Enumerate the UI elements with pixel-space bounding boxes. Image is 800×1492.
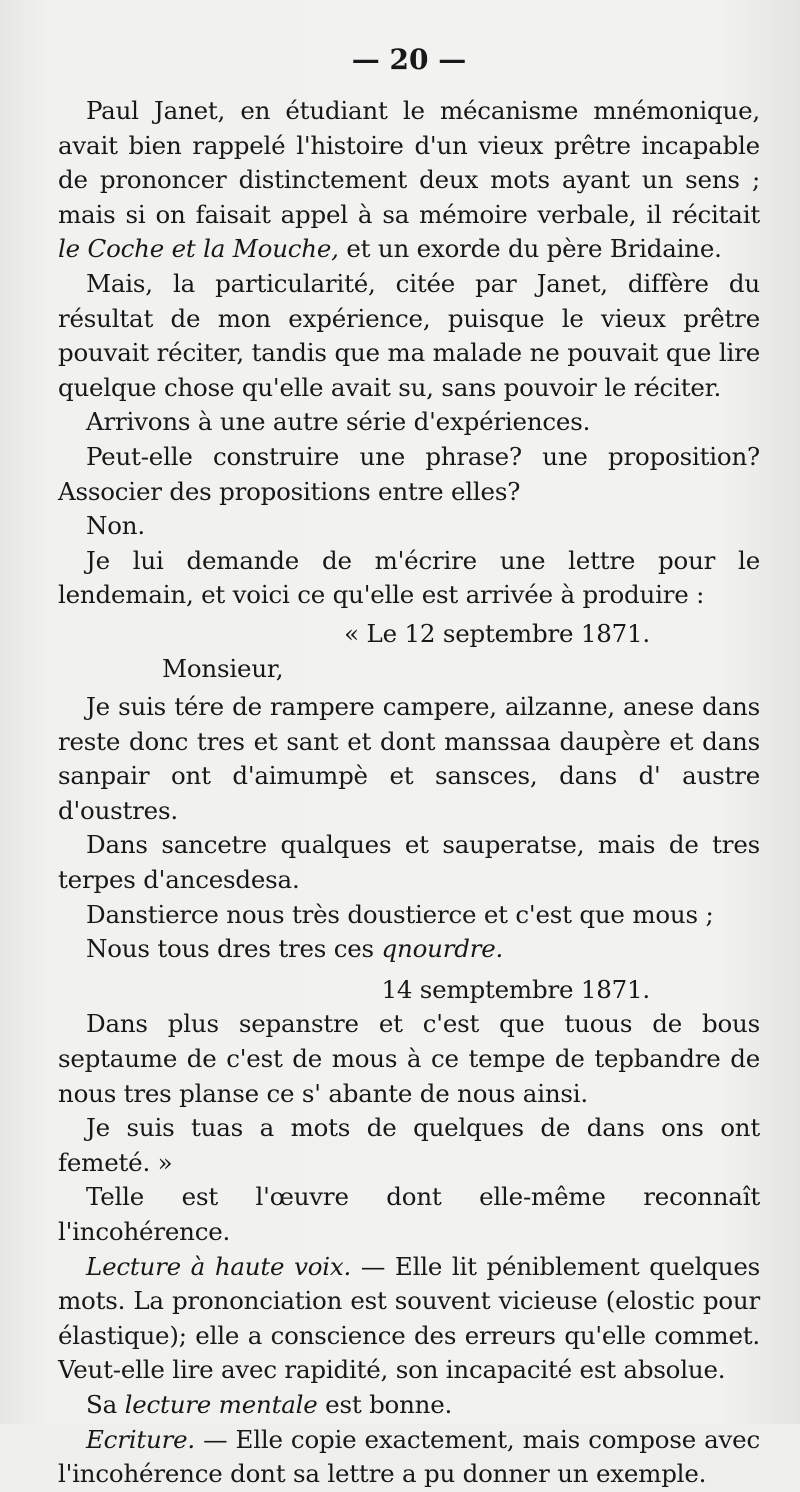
italic-title: le Coche et la Mouche, [58, 234, 339, 264]
letter-date: « Le 12 septembre 1871. [344, 618, 650, 648]
page-number: — 20 — [351, 43, 467, 76]
paragraph-lecture-mentale [58, 1388, 760, 1423]
letter-salutation: Monsieur, [162, 653, 284, 683]
paragraph-non: Non. [86, 511, 145, 541]
letter-line-2: Dans sancetre qualques et sauperatse, mais de tres terpes d'ancesdesa. [58, 830, 760, 895]
letter-line-4 [58, 932, 760, 967]
paragraph-text: est bonne. [317, 1389, 453, 1419]
paragraph-text: Paul Janet, en étudiant le mécanisme mnémonique, avait bien rappelé l'histoire d'un vieux prêtre incapable de prononcer distinctement deux mots ayant un sens ; mais si on faisait appel à sa mémoire verbale, il récitait [58, 96, 760, 229]
letter-line-3: Danstierce nous très doustierce et c'est que mous ; [86, 899, 714, 929]
section-label: Lecture à haute voix. [86, 1251, 352, 1281]
letter-line-5: Dans plus sepanstre et c'est que tuous de bous septaume de c'est de mous à ce tempe de tepbandre de nous tres planse ce s' abante de nous ainsi. [58, 1009, 760, 1108]
paragraph-text: et un exorde du père Bridaine. [338, 234, 722, 264]
paragraph-arrivons: Arrivons à une autre série d'expériences. [86, 407, 591, 437]
paragraph-oeuvre: Telle est l'œuvre dont elle-même reconnaît l'incohérence. [58, 1182, 760, 1246]
paragraph-janet [58, 94, 760, 267]
letter-line-6: Je suis tuas a mots de quelques de dans ons ont femeté. » [58, 1113, 760, 1177]
section-label: Ecriture. [86, 1424, 195, 1454]
paragraph-text: — Elle lit péniblement quelques mots. La prononciation est souvent vicieuse (elostic pour élastique); elle a conscience des erreurs qu'elle commet. Veut-elle lire avec rapidité, son incapacité est absolue. [58, 1251, 760, 1385]
italic-word: qnourdre. [381, 934, 504, 964]
paragraph-lecture-haute-voix [58, 1250, 760, 1388]
paragraph-text: Sa [86, 1389, 125, 1419]
paragraph-text: — Elle copie exactement, mais compose avec l'incohérence dont sa lettre a pu donner un exemple. [58, 1424, 760, 1489]
letter-text: Nous tous dres tres ces [86, 934, 382, 964]
paragraph-construire: Peut-elle construire une phrase? une proposition? Associer des propositions entre elles? [58, 441, 760, 506]
letter2-date: 14 semptembre 1871. [381, 974, 650, 1004]
paragraph-lettre: Je lui demande de m'écrire une lettre pour le lendemain, et voici ce qu'elle est arrivée à produire : [58, 545, 760, 610]
letter-line-1: Je suis tére de rampere campere, ailzanne, anese dans reste donc tres et sant et dont manssaa daupère et dans sanpair ont d'aimumpè et sansces, dans d' austre d'oustres. [58, 692, 760, 825]
italic-term: lecture mentale [124, 1389, 318, 1419]
paragraph-ecriture [58, 1423, 760, 1492]
paragraph-particularite: Mais, la particularité, citée par Janet, diffère du résultat de mon expérience, puisque le vieux prêtre pouvait réciter, tandis que ma malade ne pouvait que lire quelque chose qu'elle avait su, sans pouvoir le réciter. [58, 268, 760, 402]
